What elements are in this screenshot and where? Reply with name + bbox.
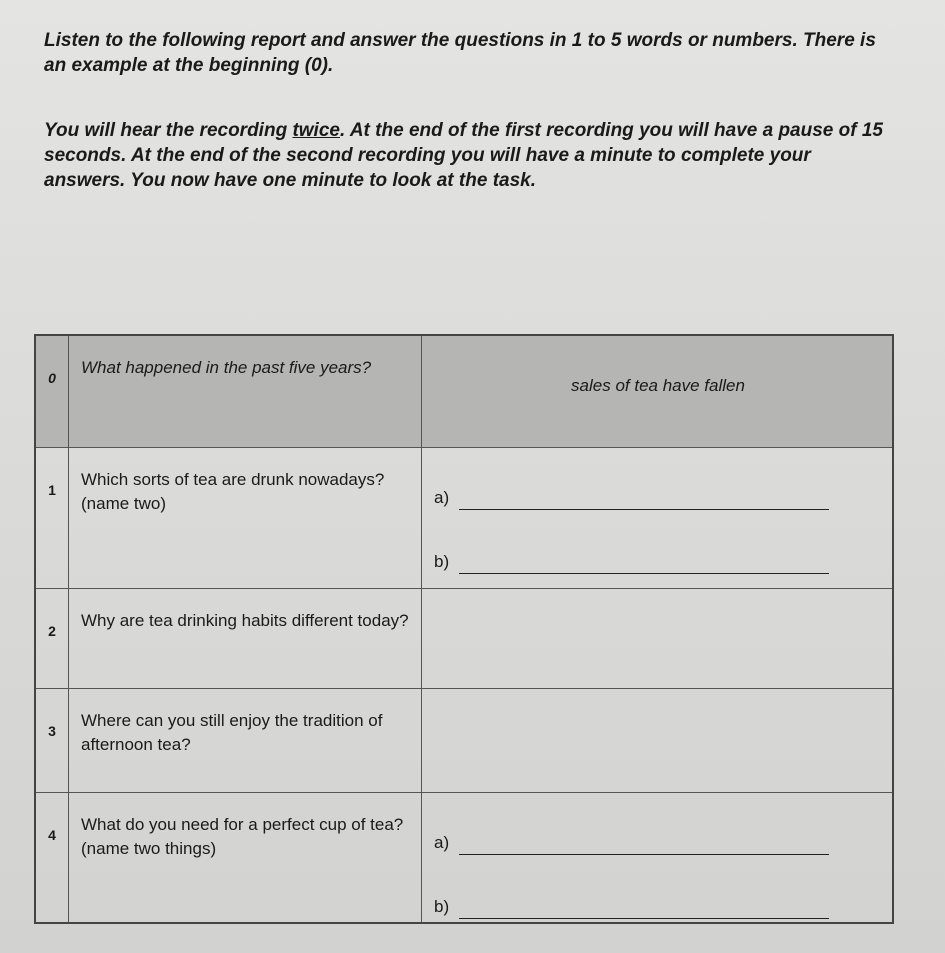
question-text: What do you need for a perfect cup of tea? (name two things) [69,792,422,923]
table-row [35,588,893,688]
table-row [35,792,893,923]
answer-line-b[interactable] [434,889,882,919]
question-number: 0 [35,335,69,447]
answer-line-b[interactable] [434,544,882,574]
question-text: Why are tea drinking habits different today? [69,588,422,688]
underlined-word: twice [292,120,340,141]
answer-blank[interactable] [459,559,829,574]
answer-line-a[interactable] [434,825,882,855]
example-answer: sales of tea have fallen [422,335,894,447]
example-row [35,335,893,447]
question-text: Which sorts of tea are drunk nowadays? (name two) [69,447,422,588]
answer-blank[interactable] [459,840,829,855]
answer-cell[interactable] [422,588,894,688]
answer-label: b) [434,551,450,571]
details-text-start: You will hear the recording [44,120,293,141]
table-row [35,688,893,792]
answer-line-a[interactable] [434,480,882,510]
answer-blank[interactable] [459,904,829,919]
answer-blank[interactable] [459,495,829,510]
details-text-end: . At the end of the first recording you will have a pause of 15 seconds. At the end of the second recording you will have a minute to complete your answers. You now have one minute to look at the task. [44,120,883,191]
question-number: 2 [35,588,69,688]
answer-label: a) [434,487,450,507]
instructions-intro: Listen to the following report and answer the questions in 1 to 5 words or numbers. There is an example at the beginning (0). [44,30,876,76]
answer-label: b) [434,896,450,916]
question-number: 3 [35,688,69,792]
task-table [34,334,894,924]
answer-label: a) [434,832,450,852]
table-row [35,447,893,588]
answer-cell[interactable] [422,688,894,792]
question-number: 1 [35,447,69,588]
question-number: 4 [35,792,69,923]
question-text: Where can you still enjoy the tradition of afternoon tea? [69,688,422,792]
answer-cell[interactable] [422,792,894,923]
question-text: What happened in the past five years? [69,335,422,447]
instructions-details [44,118,884,193]
answer-cell[interactable] [422,447,894,588]
